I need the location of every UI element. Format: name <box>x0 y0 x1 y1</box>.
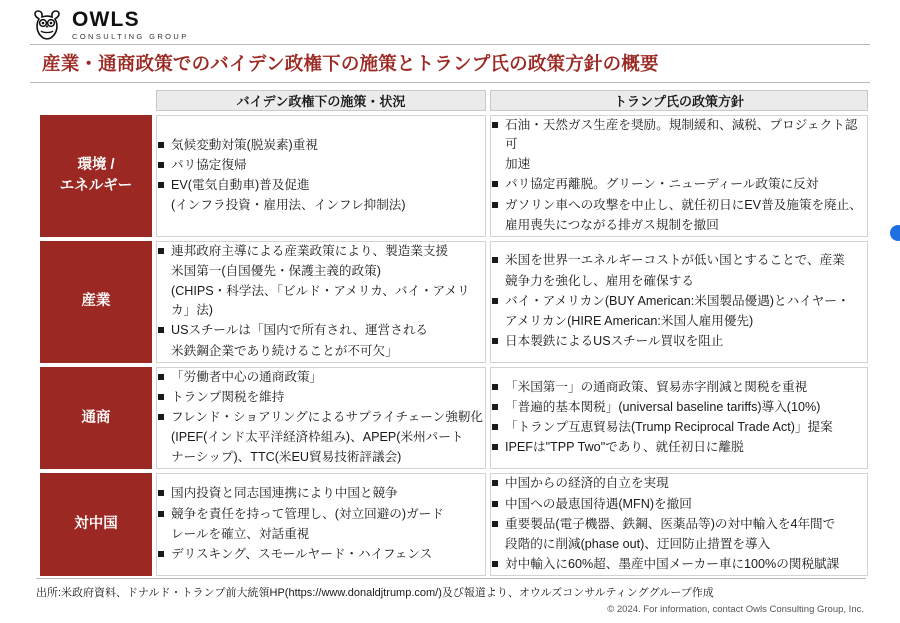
bullet-continuation: アメリカン(HIRE American:米国人雇用優先) <box>505 313 754 328</box>
bullet-item: 中国からの経済的自立を実現 <box>491 474 867 493</box>
biden-cell-0 <box>156 115 486 237</box>
bullet-item: 中国への最恵国待遇(MFN)を撤回 <box>491 495 867 514</box>
bullet-item: EV(電気自動車)普及促進 <box>157 176 485 195</box>
bullet-item: 日本製鉄によるUSスチール買収を阻止 <box>491 332 867 351</box>
bullet-continuation: 加速 <box>505 157 531 172</box>
bullet-item: 米国を世界一エネルギーコストが低い国とすることで、産業 <box>491 251 867 270</box>
bullet-item: 気候変動対策(脱炭素)重視 <box>157 136 485 155</box>
bullet-continuation: 段階的に削減(phase out)、迂回防止措置を導入 <box>505 536 771 551</box>
bullet-item: 対中輸入に60%超、墨産中国メーカー車に100%の関税賦課 <box>491 555 867 574</box>
category-label-2: 通商 <box>40 367 152 470</box>
bullet-item: USスチールは「国内で所有され、運営される <box>157 321 485 340</box>
bullet-continuation: (インフラ投資・雇用法、インフレ抑制法) <box>171 198 406 213</box>
biden-cell-1 <box>156 241 486 363</box>
trump-cell-0 <box>490 115 868 237</box>
bullet-item: 「普遍的基本関税」(universal baseline tariffs)導入(10%) <box>491 398 867 417</box>
bullet-item: 国内投資と同志国連携により中国と競争 <box>157 484 485 503</box>
table-row <box>40 473 868 576</box>
bullet-list <box>157 484 485 564</box>
bullet-list <box>157 242 485 361</box>
bullet-list <box>157 136 485 216</box>
bullet-list <box>491 474 867 574</box>
table-row <box>40 115 868 237</box>
table-header-row <box>40 90 868 111</box>
bullet-item: ガソリン車への攻撃を中止し、就任初日にEV普及施策を廃止、 <box>491 196 867 215</box>
table-row <box>40 241 868 363</box>
source-note: 出所:米政府資料、ドナルド・トランプ前大統領HP(https://www.donaldjtrump.com/)及び報道より、オウルズコンサルティンググループ作成 <box>36 578 866 600</box>
bullet-item: 重要製品(電子機器、鉄鋼、医薬品等)の対中輸入を4年間で <box>491 515 867 534</box>
category-label-3: 対中国 <box>40 473 152 576</box>
bullet-item: 「トランプ互恵貿易法(Trump Reciprocal Trade Act)」提案 <box>491 418 867 437</box>
table-row <box>40 367 868 470</box>
trump-cell-3 <box>490 473 868 576</box>
bullet-item: パリ協定再離脱。グリーン・ニューディール政策に反対 <box>491 175 867 194</box>
category-label-1: 産業 <box>40 241 152 363</box>
bullet-item: フレンド・ショアリングによるサプライチェーン強靭化 <box>157 408 485 427</box>
bullet-item: 「労働者中心の通商政策」 <box>157 368 485 387</box>
bullet-continuation: ナーシップ)、TTC(米EU貿易技術評議会) <box>171 450 402 465</box>
bullet-item: 石油・天然ガス生産を奨励。規制緩和、減税、プロジェクト認可 <box>491 116 867 154</box>
bullet-item: デリスキング、スモールヤード・ハイフェンス <box>157 545 485 564</box>
policy-comparison-table <box>36 86 872 580</box>
header-trump: トランプ氏の政策方針 <box>490 90 868 111</box>
page-title <box>30 44 870 83</box>
bullet-continuation: レールを確立、対話重視 <box>171 526 310 541</box>
bullet-item: 競争を責任を持って管理し、(対立回避の)ガード <box>157 505 485 524</box>
biden-cell-2 <box>156 367 486 470</box>
bullet-item: 連邦政府主導による産業政策により、製造業支援 <box>157 242 485 261</box>
bullet-item: バイ・アメリカン(BUY American:米国製品優遇)とハイヤー・ <box>491 292 867 311</box>
bullet-list <box>491 378 867 458</box>
bullet-continuation: 米国第一(自国優先・保護主義的政策) <box>171 263 381 278</box>
bullet-item: トランプ関税を維持 <box>157 388 485 407</box>
scroll-indicator-dot <box>890 225 900 241</box>
brand-tagline: CONSULTING GROUP <box>72 32 189 42</box>
brand-logo <box>30 8 189 42</box>
header-category-blank <box>40 90 152 111</box>
bullet-continuation: 米鉄鋼企業であり続けることが不可欠」 <box>171 343 398 358</box>
biden-cell-3 <box>156 473 486 576</box>
bullet-continuation: 雇用喪失につながる排ガス規制を撤回 <box>505 217 719 232</box>
bullet-item: IPEFは"TPP Two"であり、就任初日に離脱 <box>491 438 867 457</box>
bullet-list <box>491 251 867 351</box>
header-biden: バイデン政権下の施策・状況 <box>156 90 486 111</box>
trump-cell-1 <box>490 241 868 363</box>
bullet-continuation: 競争力を強化し、雇用を確保する <box>505 273 694 288</box>
category-label-0: 環境 / エネルギー <box>40 115 152 237</box>
bullet-list <box>491 116 867 235</box>
bullet-item: パリ協定復帰 <box>157 156 485 175</box>
bullet-continuation: (IPEF(インド太平洋経済枠組み)、APEP(米州パート <box>171 430 464 445</box>
bullet-continuation: (CHIPS・科学法、「ビルド・アメリカ、バイ・アメリカ」法) <box>171 284 470 318</box>
page-title-text: 産業・通商政策でのバイデン政権下の施策とトランプ氏の政策方針の概要 <box>42 53 659 74</box>
trump-cell-2 <box>490 367 868 470</box>
brand-name: OWLS <box>72 8 140 32</box>
bullet-list <box>157 368 485 468</box>
copyright-note: © 2024. For information, contact Owls Consulting Group, Inc. <box>607 604 864 615</box>
bullet-item: 「米国第一」の通商政策、貿易赤字削減と関税を重視 <box>491 378 867 397</box>
owl-icon <box>30 8 64 42</box>
